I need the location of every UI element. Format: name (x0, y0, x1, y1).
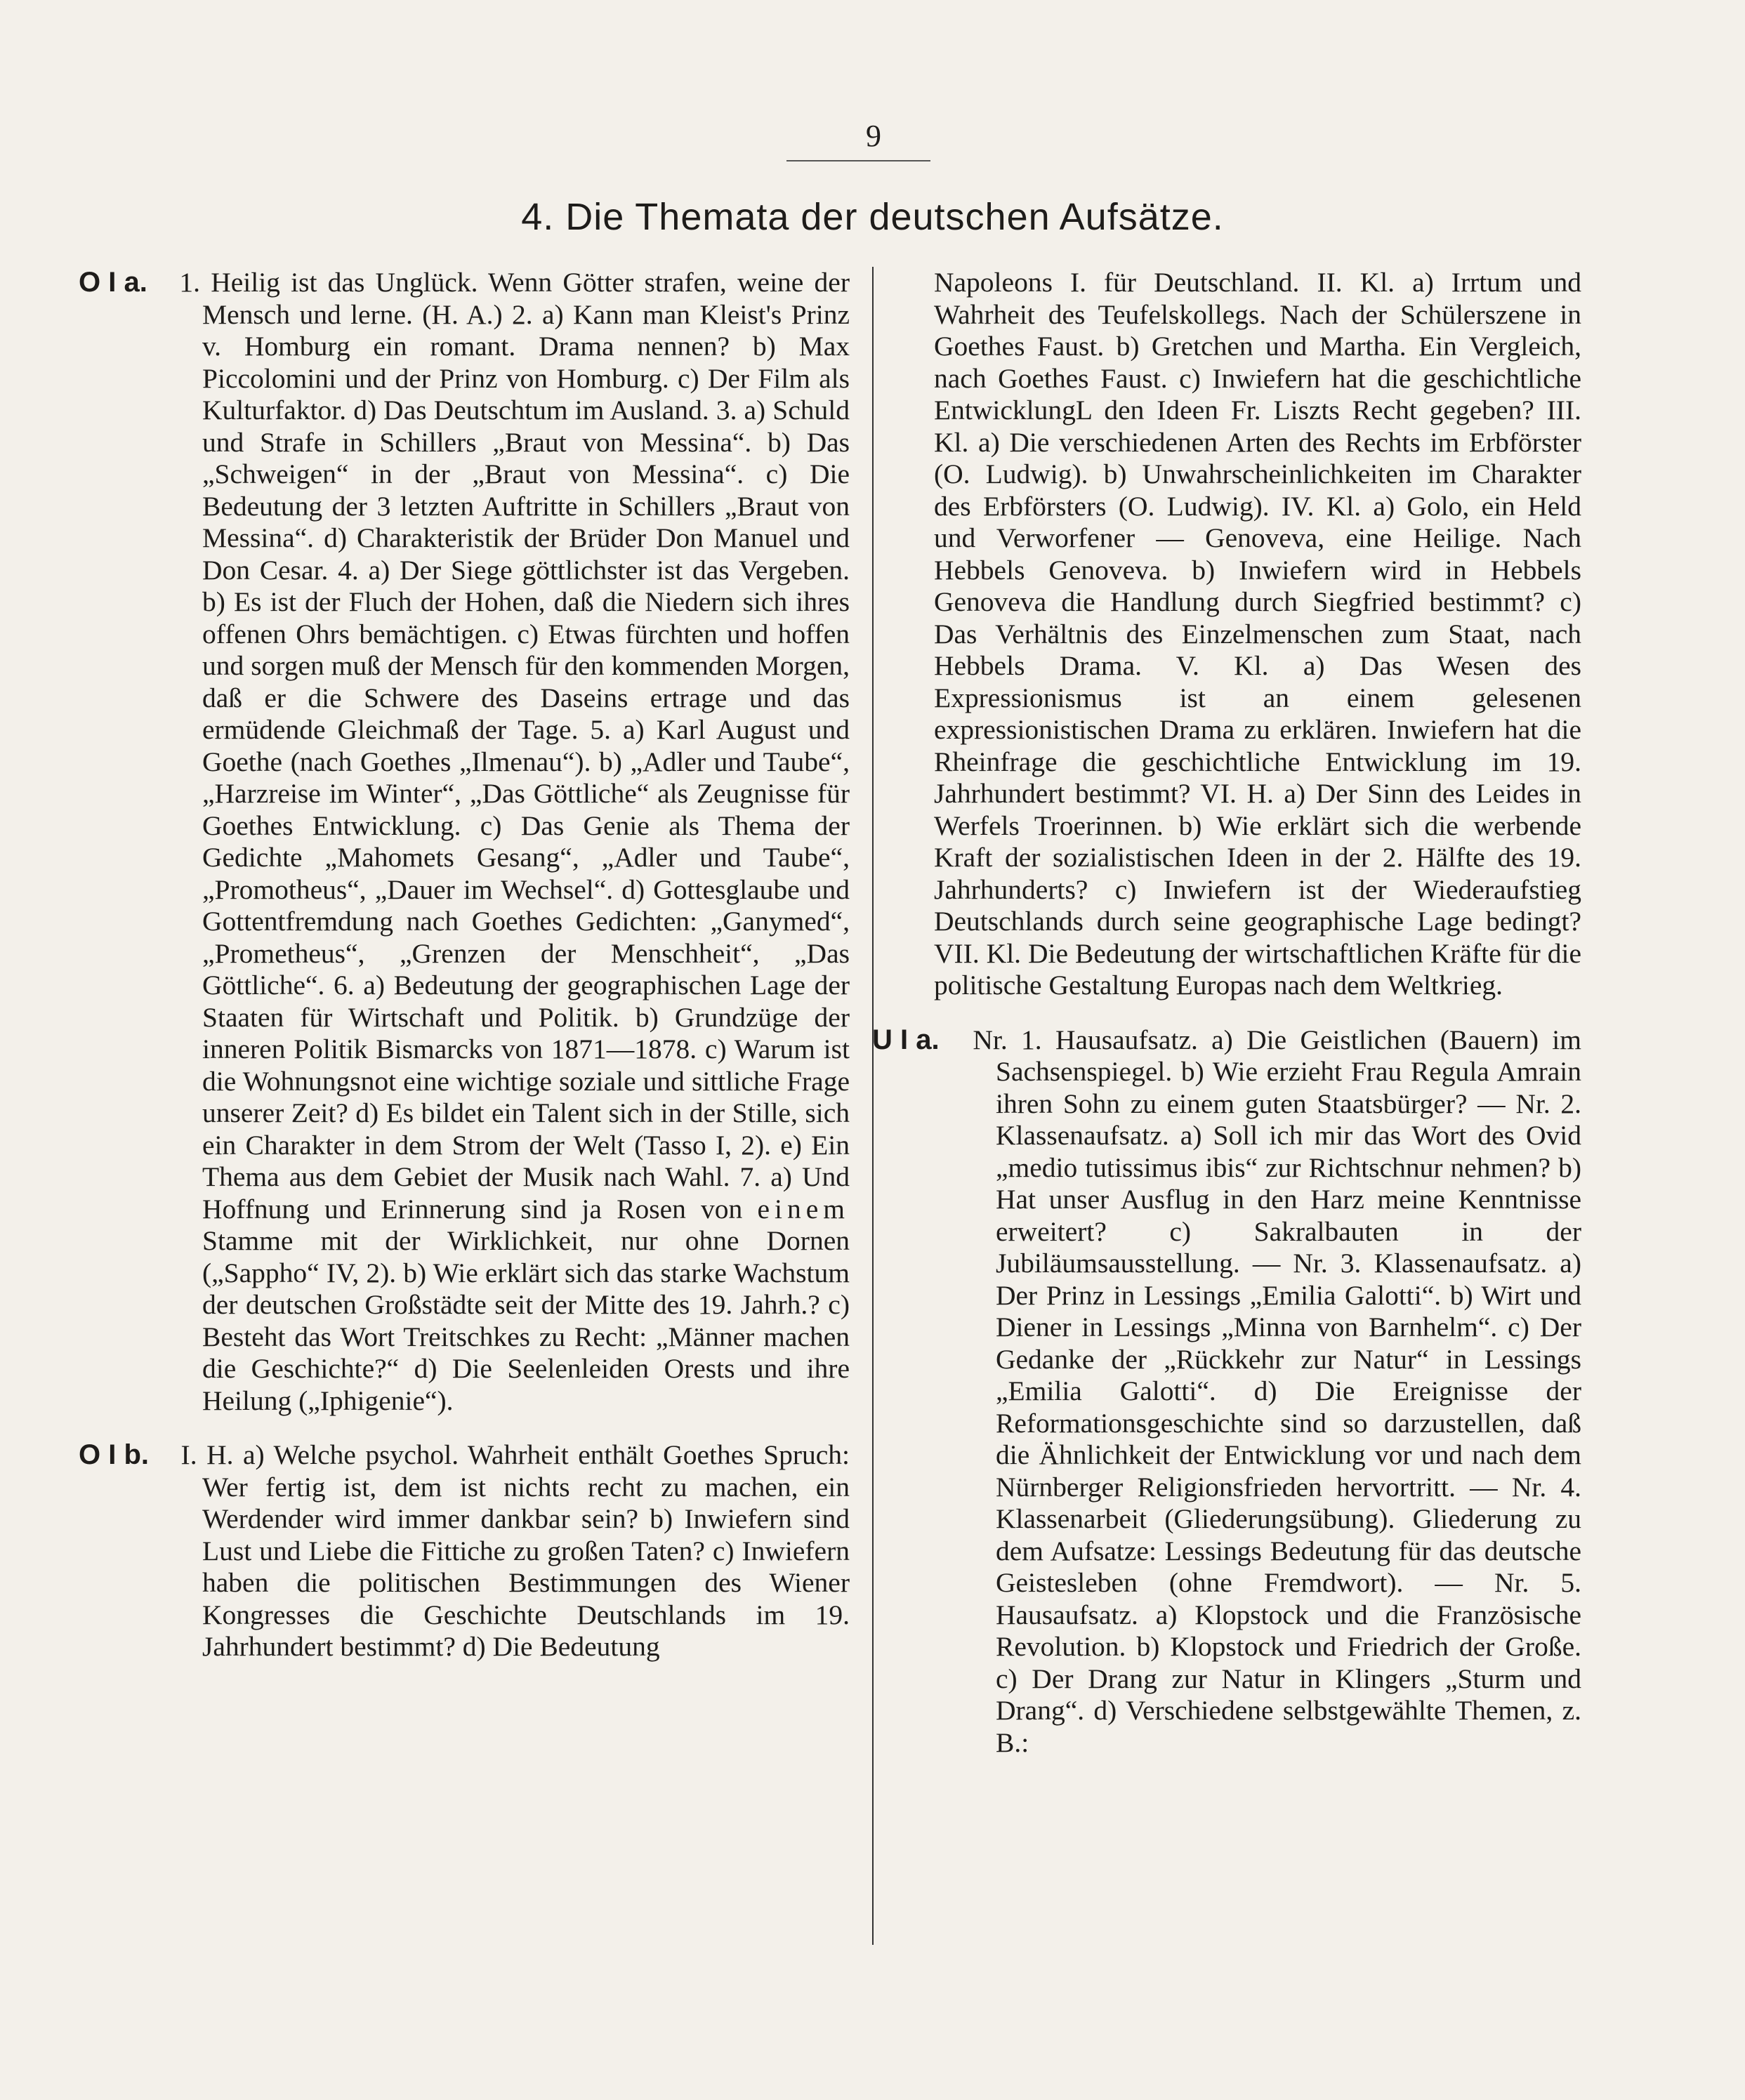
section-label-oib: O I b. (79, 1439, 149, 1470)
section-title: 4. Die Themata der deutschen Aufsätze. (521, 196, 1224, 238)
section-oib (79, 1439, 850, 1663)
section-uia (872, 1024, 1581, 1759)
section-text-oia: 1. Heilig ist das Unglück. Wenn Götter strafen, weine der Mensch und lerne. (H. A.) 2. a) Kann man Kleist's Prinz v. Homburg ein romant. Drama nennen? b) Max Piccolomini und der Prinz von Homburg. c) Der Film als Kulturfaktor. d) Das Deutschtum im Ausland. 3. a) Schuld und Strafe in Schillers „Braut von Messina“. b) Das „Schweigen“ in der „Braut von Messina“. c) Die Bedeutung der 3 letzten Auftritte in Schillers „Braut von Messina“. d) Charakteristik der Brüder Don Manuel und Don Cesar. 4. a) Der Siege göttlichster ist das Vergeben. b) Es ist der Fluch der Hohen, daß die Niedern sich ihres offenen Ohrs bemächtigen. c) Etwas fürchten und hoffen und sorgen muß der Mensch für den kommenden Morgen, daß er die Schwere des Daseins ertrage und das ermüdende Gleichmaß der Tage. 5. a) Karl August und Goethe (nach Goethes „Ilmenau“). b) „Adler und Taube“, „Harzreise im Winter“, „Das Göttliche“ als Zeugnisse für Goethes Entwicklung. c) Das Genie als Thema der Gedichte „Mahomets Gesang“, „Adler und Taube“, „Promotheus“, „Dauer im Wechsel“. d) Gottesglaube und Gottentfremdung nach Goethes Gedichten: „Ganymed“, „Prometheus“, „Grenzen der Menschheit“, „Das Göttliche“. 6. a) Bedeutung der geographischen Lage der Staaten für Wirtschaft und Politik. b) Grundzüge der inneren Politik Bismarcks von 1871—1878. c) Warum ist die Wohnungsnot eine wichtige soziale und sittliche Frage unserer Zeit? d) Es bildet ein Talent sich in der Stille, sich ein Charakter in dem Strom der Welt (Tasso I, 2). e) Ein Thema aus dem Gebiet der Musik nach Wahl. 7. a) Und Hoffnung und Erinnerung sind ja Rosen von (179, 267, 850, 1224)
section-text-uia: Nr. 1. Hausaufsatz. a) Die Geistlichen (Bauern) im Sachsenspiegel. b) Wie erzieht Frau Regula Amrain ihren Sohn zu einem guten Staatsbürger? — Nr. 2. Klassenaufsatz. a) Soll ich mir das Wort des Ovid „medio tutissimus ibis“ zur Richtschnur nehmen? b) Hat unser Ausflug in den Harz meine Kenntnisse erweitert? c) Sakralbauten in der Jubiläumsausstellung. — Nr. 3. Klassenaufsatz. a) Der Prinz in Lessings „Emilia Galotti“. b) Wirt und Diener in Lessings „Minna von Barnhelm“. c) Der Gedanke der „Rückkehr zur Natur“ in Lessings „Emilia Galotti“. d) Die Ereignisse der Reformationsgeschichte sind so darzustellen, daß die Ähnlichkeit der Entwicklung vor und nach dem Nürnberger Religionsfrieden hervortritt. — Nr. 4. Klassenarbeit (Gliederungsübung). Gliederung zu dem Aufsatze: Lessings Bedeutung für das deutsche Geistesleben (ohne Fremdwort). — Nr. 5. Hausaufsatz. a) Klopstock und die Französische Revolution. b) Klopstock und Friedrich der Große. c) Der Drang zur Natur in Klingers „Sturm und Drang“. d) Verschiedene selbstgewählte Themen, z. B.: (973, 1024, 1581, 1758)
left-column (79, 267, 850, 1686)
section-label-uia: U I a. (872, 1024, 940, 1055)
right-column (872, 267, 1581, 1781)
section-text-oia-2: Stamme mit der Wirklichkeit, nur ohne Dornen („Sappho“ IV, 2). b) Wie erklärt sich das starke Wachstum der deutschen Großstädte seit der Mitte des 19. Jahrh.? c) Besteht das Wort Treitschkes zu Recht: „Männer machen die Geschichte?“ d) Die Seelenleiden Orests und ihre Heilung („Iphigenie“). (202, 1225, 850, 1416)
column-divider (872, 267, 874, 1945)
spaced-word: einem (757, 1193, 850, 1224)
section-oib-continued: Napoleons I. für Deutschland. II. Kl. a) Irrtum und Wahrheit des Teufelskollegs. Nach der Schülerszene in Goethes Faust. b) Gretchen und Martha. Ein Vergleich, nach Goethes Faust. c) Inwiefern hat die geschichtliche EntwicklungL den Ideen Fr. Liszts Recht gegeben? III. Kl. a) Die verschiedenen Arten des Rechts im Erbförster (O. Ludwig). b) Unwahrscheinlichkeiten im Charakter des Erbförsters (O. Ludwig). IV. Kl. a) Golo, ein Held und Verworfener — Genoveva, eine Heilige. Nach Hebbels Genoveva. b) Inwiefern wird in Hebbels Genoveva die Handlung durch Siegfried bestimmt? c) Das Verhältnis des Einzelmenschen zum Staat, nach Hebbels Drama. V. Kl. a) Das Wesen des Expressionismus ist an einem gelesenen expressionistischen Drama zu erklären. Inwiefern hat die Rheinfrage die geschichtliche Entwicklung im 19. Jahrhundert bestimmt? VI. H. a) Der Sinn des Leides in Werfels Troerinnen. b) Wie erklärt sich die werbende Kraft der sozialistischen Ideen in der 2. Hälfte des 19. Jahrhunderts? c) Inwiefern ist der Wiederaufstieg Deutschlands durch seine geographische Lage bedingt? VII. Kl. Die Bedeutung der wirtschaftlichen Kräfte für die politische Gestaltung Europas nach dem Weltkrieg. (934, 267, 1581, 1001)
section-oia (79, 267, 850, 1417)
section-label-oia: O I a. (79, 267, 147, 298)
section-text-oib: I. H. a) Welche psychol. Wahrheit enthält Goethes Spruch: Wer fertig ist, dem ist nichts recht zu machen, ein Werdender wird immer dankbar sein? b) Inwiefern sind Lust und Liebe die Fittiche zu großen Taten? c) Inwiefern haben die politischen Bestimmungen des Wiener Kongresses die Geschichte Deutschlands im 19. Jahrhundert bestimmt? d) Die Bedeutung (180, 1439, 850, 1662)
page-number-rule (786, 160, 930, 161)
page-number: 9 (866, 119, 883, 153)
